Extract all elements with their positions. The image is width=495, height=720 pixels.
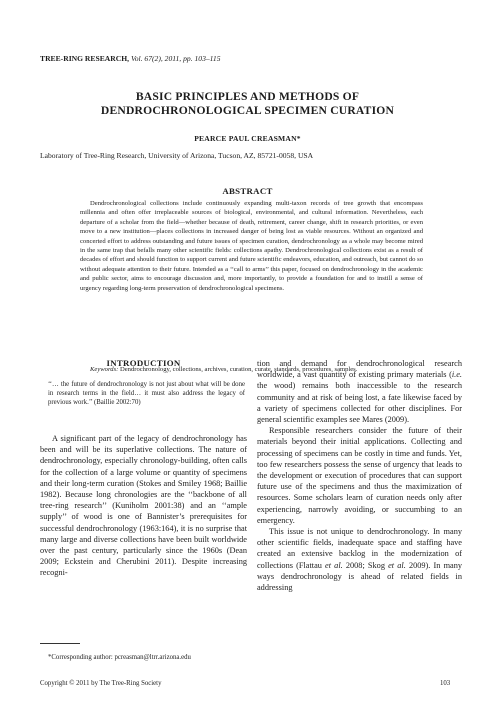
- footnote-rule: [40, 643, 80, 644]
- page-number: 103: [440, 680, 451, 687]
- italic-run: et al.: [325, 560, 343, 570]
- title-line-1: BASIC PRINCIPLES AND METHODS OF: [135, 90, 360, 103]
- text-run: This issue is not unique to dendrochronology. In many other scientific fields, inadequate space and staffing have created an extensive backlog in the modernization of collections (Flattau: [257, 527, 462, 570]
- abstract-heading: ABSTRACT: [222, 186, 273, 196]
- paper-title: [40, 90, 455, 118]
- footnote-corresponding-author: *Corresponding author: pcreasman@ltrr.arizona.edu: [48, 654, 191, 661]
- text-run: 2008; Skog: [342, 560, 389, 570]
- right-paragraph-1: [257, 358, 462, 425]
- epigraph-quote: ‘‘… the future of dendrochronology is not just about what will be done in research terms in the field… it must also address the legacy of previous work.’’ (Baillie 2002:70): [48, 381, 245, 407]
- text-run: the wood) remains both inaccessible to the research community and at risk of being lost, a fate likewise faced by a variety of specimens collected for other disciplines. For general scientific examples see Mares (2009).: [257, 381, 462, 425]
- intro-paragraph-1: A significant part of the legacy of dendrochronology has been and will be its superlative collections. The nature of dendrochronology, especially chronology-building, often calls for the collection of a large volume or quantity of specimens and their long-term curation (Stokes and Smiley 1968; Baillie 1982). Because long chronologies are the ‘‘backbone of all tree-ring research’’ (Kuniholm 2001:38) and an ‘‘ample supply’’ of wood is one of Bannister’s prerequisites for successful dendrochronology (1963:164), it is no surprise that many large and diverse collections have been built worldwide over the past century, particularly since the 1960s (Dean 2009; Eckstein and Cherubini 2011). Despite increasing recogni-: [40, 434, 247, 578]
- italic-run: et al.: [388, 560, 406, 570]
- journal-details: Vol. 67(2), 2011, pp. 103–115: [130, 54, 221, 63]
- right-paragraph-3: [257, 526, 462, 593]
- text-run: tion and demand for dendrochronological research worldwide, a vast quantity of existing primary materials (: [257, 359, 462, 380]
- right-paragraph-2: Responsible researchers consider the future of their materials beyond their initial applications. Collecting and processing of specimens can be costly in time and funds. Yet, too few researchers possess the sense of urgency that leads to the development or execution of procedures that can support future use of the specimens and thus the maximization of resources. Some scholars learn of curation needs only after experiencing, narrowly avoiding, or succumbing to an emergency.: [257, 426, 462, 525]
- keywords-list: Dendrochronology, collections, archives, curation, curate, standards, procedures, samples.: [119, 366, 358, 373]
- journal-name: TREE-RING RESEARCH,: [40, 54, 130, 63]
- title-line-2: DENDROCHRONOLOGICAL SPECIMEN CURATION: [100, 104, 395, 117]
- copyright-line: Copyright © 2011 by The Tree-Ring Society: [40, 680, 162, 687]
- right-column: [257, 358, 462, 593]
- author-name: PEARCE PAUL CREASMAN*: [194, 134, 301, 143]
- keywords-label: Keywords:: [90, 366, 119, 373]
- journal-header: [40, 54, 221, 63]
- introduction-heading: INTRODUCTION: [106, 358, 181, 368]
- italic-run: i.e.: [451, 370, 462, 380]
- text-run: 2009). In many ways dendrochronology is ahead of related fields in addressing: [257, 560, 463, 593]
- abstract-text: Dendrochronological collections include continuously expanding multi-taxon records of tree growth that encompass millennia and often offer irreplaceable sources of biological, environmental, and cultural information. Nevertheless, each departure of a scholar from the field—whether because of death, retirement, career change, shift in research priorities, or even move to a new institution—places collections in increased danger of being lost as viable resources. Without an organized and concerted effort to address outstanding and future issues of specimen curation, dendrochronology as a whole may become mired in the same trap that befalls many other scientific fields: collections apathy. Dendrochronological collections exist as a result of decades of effort and should function to support current and future scientific endeavors, education, and outreach, but cannot do so without adequate attention to their future. Intended as a ‘‘call to arms’’ this paper, focused on dendrochronology in the academic and public sector, aims to encourage discussion and, more importantly, to provide a foundation for and to instill a sense of urgency regarding long-term preservation of dendrochronological specimens.: [80, 200, 423, 292]
- affiliation: Laboratory of Tree-Ring Research, University of Arizona, Tucson, AZ, 85721-0058, USA: [40, 151, 314, 160]
